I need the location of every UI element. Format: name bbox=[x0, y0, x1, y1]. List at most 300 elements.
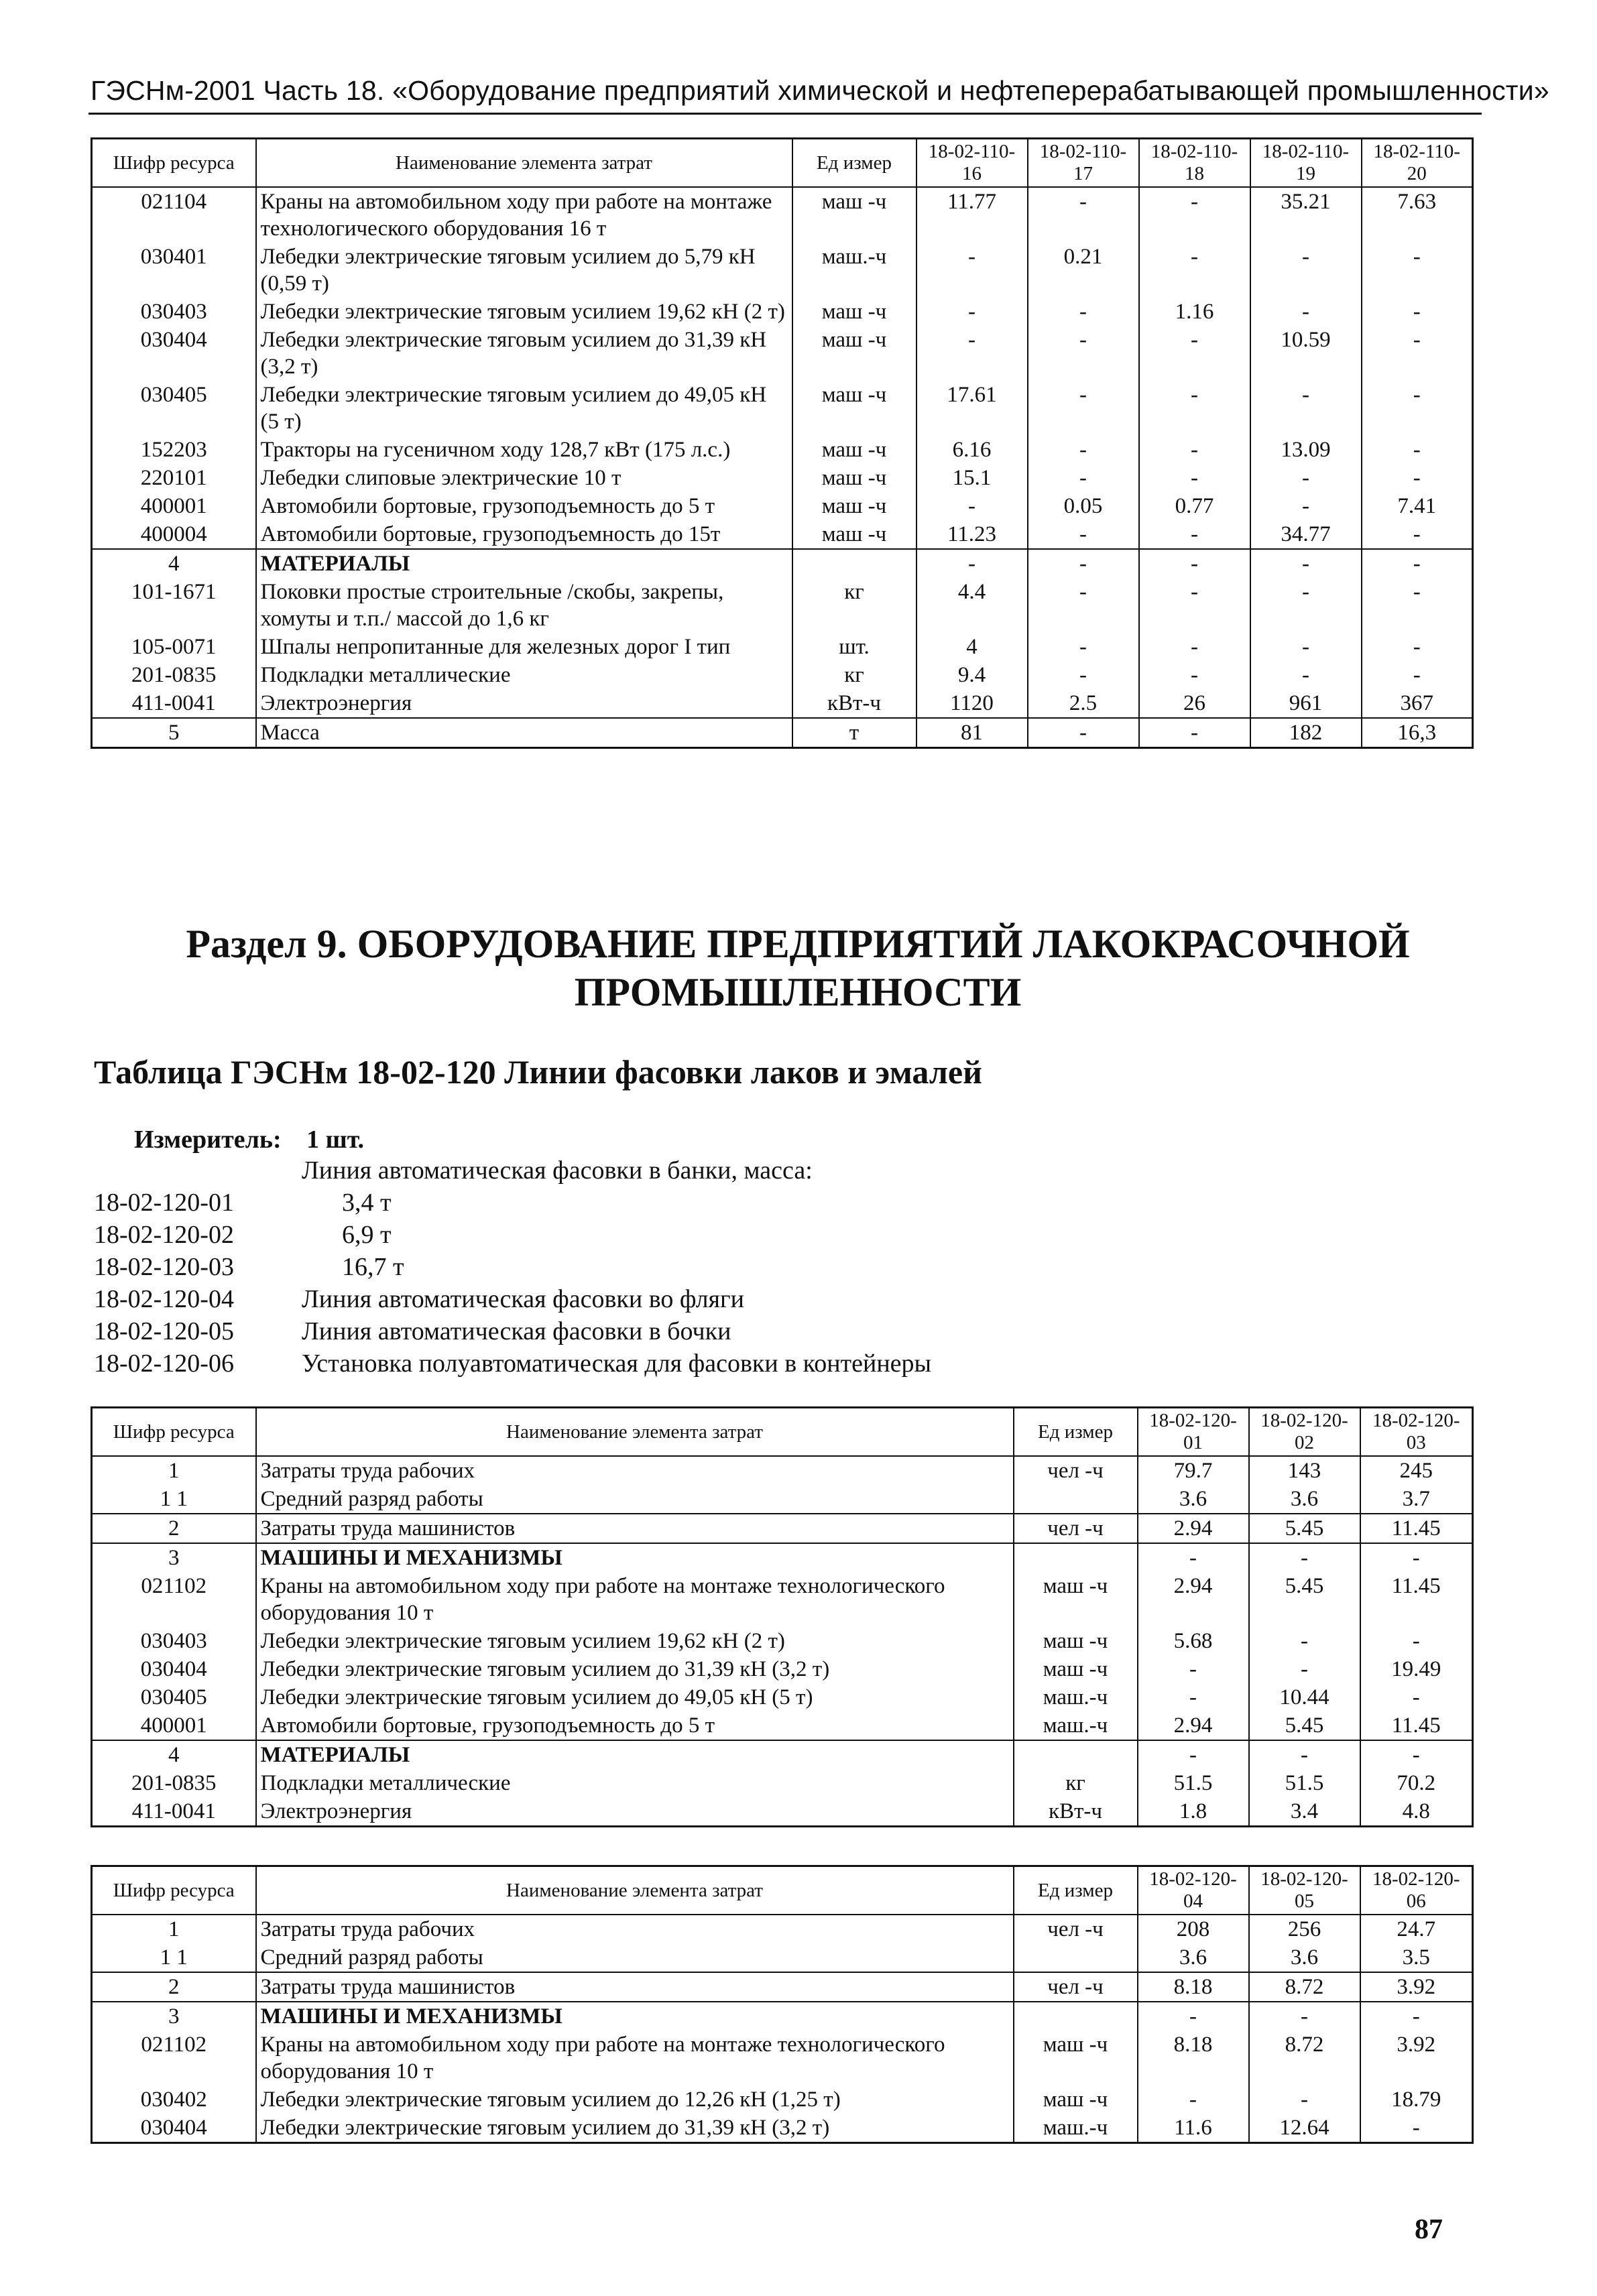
table-row bbox=[92, 633, 1473, 661]
value-cell: 11.45 bbox=[1360, 1514, 1473, 1543]
column-header: 18-02-110-17 bbox=[1028, 139, 1139, 188]
table-row bbox=[92, 464, 1473, 492]
code: 18-02-120-03 bbox=[94, 1253, 234, 1281]
value-cell: 961 bbox=[1250, 689, 1362, 718]
value-cell: 256 bbox=[1249, 1915, 1360, 1943]
column-header: Шифр ресурса bbox=[92, 1408, 256, 1457]
value-cell: - bbox=[1362, 520, 1473, 549]
unit-cell: кг bbox=[792, 661, 916, 689]
table-row bbox=[92, 2002, 1473, 2031]
table-header bbox=[92, 1408, 1473, 1457]
value-cell: 19.49 bbox=[1360, 1655, 1473, 1683]
column-header: Шифр ресурса bbox=[92, 139, 256, 188]
resource-name: Средний разряд работы bbox=[256, 1485, 1014, 1514]
resource-code: 021102 bbox=[92, 1572, 256, 1627]
value-cell: - bbox=[1362, 381, 1473, 436]
header-row bbox=[92, 1866, 1473, 1915]
table-body bbox=[92, 187, 1473, 748]
resource-name: Электроэнергия bbox=[256, 689, 792, 718]
value-cell: 12.64 bbox=[1249, 2114, 1360, 2143]
code-list-row bbox=[94, 1251, 931, 1283]
resource-name: Подкладки металлические bbox=[256, 1769, 1014, 1797]
table-row bbox=[92, 298, 1473, 326]
value-cell: 11.6 bbox=[1138, 2114, 1249, 2143]
value-cell: - bbox=[1028, 661, 1139, 689]
code-description: 3,4 т bbox=[342, 1189, 392, 1217]
resource-name: Лебедки электрические тяговым усилием до 49,05 кН (5 т) bbox=[256, 1683, 1014, 1711]
value-cell: 0.77 bbox=[1139, 492, 1250, 520]
value-cell: - bbox=[1139, 718, 1250, 748]
column-header: Ед измер bbox=[1014, 1408, 1138, 1457]
value-cell: 70.2 bbox=[1360, 1769, 1473, 1797]
table-row bbox=[92, 2031, 1473, 2086]
value-cell: 8.18 bbox=[1138, 2031, 1249, 2086]
table-row bbox=[92, 436, 1473, 464]
table-row bbox=[92, 661, 1473, 689]
resource-code: 021102 bbox=[92, 2031, 256, 2086]
resource-name: Автомобили бортовые, грузоподъемность до 15т bbox=[256, 520, 792, 549]
value-cell: - bbox=[1250, 661, 1362, 689]
column-header: Наименование элемента затрат bbox=[256, 139, 792, 188]
resource-code: 030403 bbox=[92, 1627, 256, 1655]
column-header: Наименование элемента затрат bbox=[256, 1866, 1014, 1915]
unit-cell: чел -ч bbox=[1014, 1514, 1138, 1543]
value-cell: 11.45 bbox=[1360, 1572, 1473, 1627]
value-cell: - bbox=[1250, 633, 1362, 661]
column-header: Ед измер bbox=[1014, 1866, 1138, 1915]
value-cell: 182 bbox=[1250, 718, 1362, 748]
resource-code: 030403 bbox=[92, 298, 256, 326]
value-cell: 1120 bbox=[916, 689, 1028, 718]
column-header: 18-02-120-05 bbox=[1249, 1866, 1360, 1915]
value-cell: 1.8 bbox=[1138, 1797, 1249, 1827]
value-cell: 3.92 bbox=[1360, 1972, 1473, 2002]
resource-code: 3 bbox=[92, 2002, 256, 2031]
resource-code: 400001 bbox=[92, 1711, 256, 1740]
header-rule bbox=[88, 113, 1482, 115]
value-cell: - bbox=[1028, 464, 1139, 492]
value-cell: - bbox=[1250, 492, 1362, 520]
section-title-line-1: Раздел 9. ОБОРУДОВАНИЕ ПРЕДПРИЯТИЙ ЛАКОКРАСОЧНОЙ bbox=[186, 922, 1410, 966]
value-cell: - bbox=[1360, 1683, 1473, 1711]
value-cell: 8.72 bbox=[1249, 2031, 1360, 2086]
value-cell: - bbox=[1028, 520, 1139, 549]
value-cell: - bbox=[1362, 436, 1473, 464]
value-cell: - bbox=[1360, 1543, 1473, 1572]
value-cell: - bbox=[1139, 578, 1250, 633]
value-cell: - bbox=[1249, 2002, 1360, 2031]
resource-name: МАШИНЫ И МЕХАНИЗМЫ bbox=[256, 1543, 1014, 1572]
resource-code: 030405 bbox=[92, 381, 256, 436]
unit-cell bbox=[1014, 1740, 1138, 1769]
code-list-row bbox=[94, 1315, 931, 1347]
resource-code: 152203 bbox=[92, 436, 256, 464]
code-description: 6,9 т bbox=[342, 1221, 392, 1249]
value-cell: - bbox=[1028, 381, 1139, 436]
resource-name: Затраты труда машинистов bbox=[256, 1514, 1014, 1543]
value-cell: 2.94 bbox=[1138, 1572, 1249, 1627]
resource-name: Краны на автомобильном ходу при работе на монтаже технологического оборудования 10 т bbox=[256, 1572, 1014, 1627]
code-list-intro: Линия автоматическая фасовки в банки, масса: bbox=[302, 1156, 813, 1185]
value-cell: - bbox=[1139, 549, 1250, 578]
value-cell: - bbox=[1139, 381, 1250, 436]
code-list-row bbox=[94, 1347, 931, 1380]
value-cell: - bbox=[1139, 243, 1250, 298]
resource-name: Затраты труда рабочих bbox=[256, 1915, 1014, 1943]
resource-code: 400004 bbox=[92, 520, 256, 549]
value-cell: 7.63 bbox=[1362, 187, 1473, 243]
column-header: Ед измер bbox=[792, 139, 916, 188]
resource-code: 101-1671 bbox=[92, 578, 256, 633]
value-cell: - bbox=[1139, 661, 1250, 689]
unit-cell: маш -ч bbox=[1014, 1655, 1138, 1683]
value-cell: 81 bbox=[916, 718, 1028, 748]
resource-code: 021104 bbox=[92, 187, 256, 243]
value-cell: - bbox=[1250, 381, 1362, 436]
value-cell: 51.5 bbox=[1138, 1769, 1249, 1797]
column-header: 18-02-120-01 bbox=[1138, 1408, 1249, 1457]
column-header: Шифр ресурса bbox=[92, 1866, 256, 1915]
resource-code: 030405 bbox=[92, 1683, 256, 1711]
resource-code: 411-0041 bbox=[92, 689, 256, 718]
table-row bbox=[92, 1572, 1473, 1627]
value-cell: - bbox=[1028, 187, 1139, 243]
unit-cell: маш -ч bbox=[1014, 2086, 1138, 2114]
resource-name: Электроэнергия bbox=[256, 1797, 1014, 1827]
resource-name: Лебедки электрические тяговым усилием до 12,26 кН (1,25 т) bbox=[256, 2086, 1014, 2114]
table-row bbox=[92, 1655, 1473, 1683]
value-cell: 15.1 bbox=[916, 464, 1028, 492]
resource-name: Шпалы непропитанные для железных дорог I тип bbox=[256, 633, 792, 661]
value-cell: 26 bbox=[1139, 689, 1250, 718]
value-cell: - bbox=[1360, 2002, 1473, 2031]
resource-name: Лебедки электрические тяговым усилием 19,62 кН (2 т) bbox=[256, 298, 792, 326]
resource-name: Поковки простые строительные /скобы, закрепы, хомуты и т.п./ массой до 1,6 кг bbox=[256, 578, 792, 633]
table-row bbox=[92, 326, 1473, 381]
resource-name: Затраты труда рабочих bbox=[256, 1456, 1014, 1485]
value-cell: 51.5 bbox=[1249, 1769, 1360, 1797]
meter-line bbox=[134, 1125, 364, 1154]
value-cell: 208 bbox=[1138, 1915, 1249, 1943]
resource-code: 201-0835 bbox=[92, 1769, 256, 1797]
value-cell: - bbox=[1028, 298, 1139, 326]
value-cell: - bbox=[916, 298, 1028, 326]
value-cell: - bbox=[1250, 243, 1362, 298]
value-cell: 17.61 bbox=[916, 381, 1028, 436]
table-row bbox=[92, 718, 1473, 748]
column-header: 18-02-110-19 bbox=[1250, 139, 1362, 188]
resource-code: 411-0041 bbox=[92, 1797, 256, 1827]
unit-cell: маш -ч bbox=[792, 187, 916, 243]
table-row bbox=[92, 1456, 1473, 1485]
section-title-line-2: ПРОМЫШЛЕННОСТИ bbox=[574, 970, 1022, 1014]
code-list-row bbox=[94, 1187, 931, 1219]
unit-cell: шт. bbox=[792, 633, 916, 661]
header-row bbox=[92, 1408, 1473, 1457]
table-row bbox=[92, 1485, 1473, 1514]
value-cell: 3.4 bbox=[1249, 1797, 1360, 1827]
value-cell: 10.59 bbox=[1250, 326, 1362, 381]
value-cell: - bbox=[1360, 1627, 1473, 1655]
column-header: 18-02-110-16 bbox=[916, 139, 1028, 188]
value-cell: - bbox=[1362, 326, 1473, 381]
value-cell: 2.94 bbox=[1138, 1711, 1249, 1740]
resource-code: 5 bbox=[92, 718, 256, 748]
unit-cell bbox=[1014, 1943, 1138, 1972]
code: 18-02-120-05 bbox=[94, 1317, 234, 1345]
resource-code: 2 bbox=[92, 1972, 256, 2002]
table-row bbox=[92, 520, 1473, 549]
table-row bbox=[92, 1711, 1473, 1740]
unit-cell: кг bbox=[792, 578, 916, 633]
code-list-row bbox=[94, 1219, 931, 1251]
value-cell: 11.45 bbox=[1360, 1711, 1473, 1740]
code: 18-02-120-04 bbox=[94, 1285, 234, 1313]
resource-code: 1 bbox=[92, 1456, 256, 1485]
resource-code: 030404 bbox=[92, 2114, 256, 2143]
value-cell: 8.72 bbox=[1249, 1972, 1360, 2002]
unit-cell: маш.-ч bbox=[1014, 1683, 1138, 1711]
resource-name: Лебедки электрические тяговым усилием до 31,39 кН (3,2 т) bbox=[256, 2114, 1014, 2143]
meter-label: Измеритель: bbox=[134, 1126, 282, 1154]
unit-cell: чел -ч bbox=[1014, 1456, 1138, 1485]
value-cell: - bbox=[1250, 549, 1362, 578]
section-title bbox=[94, 920, 1502, 1016]
value-cell: 2.5 bbox=[1028, 689, 1139, 718]
table-row bbox=[92, 2114, 1473, 2143]
table-row bbox=[92, 243, 1473, 298]
table-row bbox=[92, 1943, 1473, 1972]
resource-name: Средний разряд работы bbox=[256, 1943, 1014, 1972]
value-cell: 4.4 bbox=[916, 578, 1028, 633]
unit-cell: маш -ч bbox=[792, 381, 916, 436]
table-row bbox=[92, 1543, 1473, 1572]
value-cell: 143 bbox=[1249, 1456, 1360, 1485]
value-cell: - bbox=[1139, 633, 1250, 661]
column-header: 18-02-110-20 bbox=[1362, 139, 1473, 188]
value-cell: - bbox=[1362, 578, 1473, 633]
value-cell: 3.6 bbox=[1249, 1485, 1360, 1514]
unit-cell bbox=[1014, 1485, 1138, 1514]
table-row bbox=[92, 1797, 1473, 1827]
value-cell: - bbox=[1139, 520, 1250, 549]
unit-cell bbox=[792, 549, 916, 578]
resource-name: Автомобили бортовые, грузоподъемность до 5 т bbox=[256, 1711, 1014, 1740]
unit-cell: маш -ч bbox=[1014, 1572, 1138, 1627]
code-list-row bbox=[94, 1283, 931, 1315]
column-header: Наименование элемента затрат bbox=[256, 1408, 1014, 1457]
unit-cell: кг bbox=[1014, 1769, 1138, 1797]
value-cell: 3.6 bbox=[1249, 1943, 1360, 1972]
value-cell: 16,3 bbox=[1362, 718, 1473, 748]
resource-name: МАШИНЫ И МЕХАНИЗМЫ bbox=[256, 2002, 1014, 2031]
value-cell: 367 bbox=[1362, 689, 1473, 718]
code: 18-02-120-02 bbox=[94, 1221, 234, 1249]
column-header: 18-02-120-02 bbox=[1249, 1408, 1360, 1457]
resource-code: 400001 bbox=[92, 492, 256, 520]
unit-cell: маш -ч bbox=[1014, 1627, 1138, 1655]
value-cell: 3.5 bbox=[1360, 1943, 1473, 1972]
resource-name: Краны на автомобильном ходу при работе на монтаже технологического оборудования 10 т bbox=[256, 2031, 1014, 2086]
unit-cell: маш -ч bbox=[792, 492, 916, 520]
code-description: Линия автоматическая фасовки во фляги bbox=[302, 1285, 744, 1313]
column-header: 18-02-120-03 bbox=[1360, 1408, 1473, 1457]
table-row bbox=[92, 381, 1473, 436]
unit-cell: маш -ч bbox=[792, 436, 916, 464]
value-cell: 13.09 bbox=[1250, 436, 1362, 464]
table-body bbox=[92, 1456, 1473, 1827]
value-cell: - bbox=[1360, 1740, 1473, 1769]
table-row bbox=[92, 1740, 1473, 1769]
table-row bbox=[92, 1972, 1473, 2002]
resource-code: 220101 bbox=[92, 464, 256, 492]
value-cell: 2.94 bbox=[1138, 1514, 1249, 1543]
header-row bbox=[92, 139, 1473, 188]
resource-name: МАТЕРИАЛЫ bbox=[256, 1740, 1014, 1769]
table-row bbox=[92, 187, 1473, 243]
table-row bbox=[92, 1627, 1473, 1655]
table-header bbox=[92, 1866, 1473, 1915]
unit-cell bbox=[1014, 2002, 1138, 2031]
value-cell: 7.41 bbox=[1362, 492, 1473, 520]
meter-value: 1 шт. bbox=[306, 1126, 365, 1154]
unit-cell bbox=[1014, 1543, 1138, 1572]
value-cell: 3.92 bbox=[1360, 2031, 1473, 2086]
code-description: 16,7 т bbox=[342, 1253, 404, 1281]
value-cell: - bbox=[1249, 1627, 1360, 1655]
resource-name: МАТЕРИАЛЫ bbox=[256, 549, 792, 578]
table-row bbox=[92, 1769, 1473, 1797]
value-cell: 34.77 bbox=[1250, 520, 1362, 549]
code-list bbox=[94, 1154, 931, 1380]
value-cell: - bbox=[916, 492, 1028, 520]
resource-name: Подкладки металлические bbox=[256, 661, 792, 689]
value-cell: - bbox=[1249, 1740, 1360, 1769]
value-cell: 3.6 bbox=[1138, 1943, 1249, 1972]
resource-code: 4 bbox=[92, 549, 256, 578]
value-cell: 11.23 bbox=[916, 520, 1028, 549]
column-header: 18-02-120-04 bbox=[1138, 1866, 1249, 1915]
value-cell: - bbox=[1362, 549, 1473, 578]
unit-cell: кВт-ч bbox=[792, 689, 916, 718]
value-cell: 4.8 bbox=[1360, 1797, 1473, 1827]
value-cell: - bbox=[1250, 464, 1362, 492]
value-cell: 5.68 bbox=[1138, 1627, 1249, 1655]
unit-cell: маш.-ч bbox=[1014, 1711, 1138, 1740]
table-row bbox=[92, 549, 1473, 578]
value-cell: 5.45 bbox=[1249, 1711, 1360, 1740]
value-cell: - bbox=[1362, 464, 1473, 492]
value-cell: 11.77 bbox=[916, 187, 1028, 243]
table-row bbox=[92, 492, 1473, 520]
value-cell: 24.7 bbox=[1360, 1915, 1473, 1943]
column-header: 18-02-110-18 bbox=[1139, 139, 1250, 188]
resource-table-120-01-03 bbox=[91, 1406, 1474, 1827]
resource-code: 2 bbox=[92, 1514, 256, 1543]
resource-name: Лебедки электрические тяговым усилием до 49,05 кН (5 т) bbox=[256, 381, 792, 436]
value-cell: 79.7 bbox=[1138, 1456, 1249, 1485]
value-cell: 5.45 bbox=[1249, 1514, 1360, 1543]
value-cell: 9.4 bbox=[916, 661, 1028, 689]
table-row bbox=[92, 1915, 1473, 1943]
resource-code: 1 bbox=[92, 1915, 256, 1943]
value-cell: - bbox=[1028, 718, 1139, 748]
resource-name: Лебедки электрические тяговым усилием до 5,79 кН (0,59 т) bbox=[256, 243, 792, 298]
value-cell: - bbox=[1028, 549, 1139, 578]
resource-name: Лебедки электрические тяговым усилием до 31,39 кН (3,2 т) bbox=[256, 326, 792, 381]
value-cell: - bbox=[1138, 2086, 1249, 2114]
value-cell: - bbox=[916, 549, 1028, 578]
value-cell: 35.21 bbox=[1250, 187, 1362, 243]
code-description: Установка полуавтоматическая для фасовки в контейнеры bbox=[302, 1349, 932, 1378]
unit-cell: маш -ч bbox=[792, 326, 916, 381]
value-cell: - bbox=[1138, 1655, 1249, 1683]
value-cell: - bbox=[1249, 2086, 1360, 2114]
value-cell: 5.45 bbox=[1249, 1572, 1360, 1627]
resource-code: 105-0071 bbox=[92, 633, 256, 661]
table-row bbox=[92, 2086, 1473, 2114]
unit-cell: т bbox=[792, 718, 916, 748]
table-body bbox=[92, 1915, 1473, 2143]
resource-name: Затраты труда машинистов bbox=[256, 1972, 1014, 2002]
unit-cell: чел -ч bbox=[1014, 1915, 1138, 1943]
resource-code: 030404 bbox=[92, 1655, 256, 1683]
value-cell: 1.16 bbox=[1139, 298, 1250, 326]
table-row bbox=[92, 689, 1473, 718]
resource-table-120-04-06 bbox=[91, 1865, 1474, 2144]
table-header bbox=[92, 139, 1473, 188]
value-cell: 10.44 bbox=[1249, 1683, 1360, 1711]
value-cell: 18.79 bbox=[1360, 2086, 1473, 2114]
value-cell: - bbox=[916, 243, 1028, 298]
value-cell: - bbox=[1250, 298, 1362, 326]
running-header: ГЭСНм-2001 Часть 18. «Оборудование предприятий химической и нефтеперерабатывающей промышленности» bbox=[91, 75, 1549, 106]
unit-cell: маш -ч bbox=[792, 520, 916, 549]
column-header: 18-02-120-06 bbox=[1360, 1866, 1473, 1915]
value-cell: - bbox=[1028, 633, 1139, 661]
value-cell: - bbox=[1362, 633, 1473, 661]
table-row bbox=[92, 578, 1473, 633]
value-cell: - bbox=[1250, 578, 1362, 633]
resource-name: Лебедки слиповые электрические 10 т bbox=[256, 464, 792, 492]
unit-cell: кВт-ч bbox=[1014, 1797, 1138, 1827]
resource-name: Автомобили бортовые, грузоподъемность до 5 т bbox=[256, 492, 792, 520]
value-cell: - bbox=[1139, 326, 1250, 381]
value-cell: 3.6 bbox=[1138, 1485, 1249, 1514]
value-cell: 4 bbox=[916, 633, 1028, 661]
page-number: 87 bbox=[1415, 2214, 1443, 2245]
resource-code: 030402 bbox=[92, 2086, 256, 2114]
value-cell: - bbox=[1249, 1543, 1360, 1572]
value-cell: - bbox=[1028, 436, 1139, 464]
value-cell: - bbox=[1138, 1683, 1249, 1711]
value-cell: - bbox=[1138, 1543, 1249, 1572]
table-row bbox=[92, 1683, 1473, 1711]
code-list-intro-row bbox=[94, 1154, 931, 1187]
table-row bbox=[92, 1514, 1473, 1543]
unit-cell: чел -ч bbox=[1014, 1972, 1138, 2002]
value-cell: - bbox=[1362, 243, 1473, 298]
code: 18-02-120-06 bbox=[94, 1349, 234, 1378]
value-cell: - bbox=[1249, 1655, 1360, 1683]
value-cell: - bbox=[1138, 2002, 1249, 2031]
value-cell: - bbox=[1028, 578, 1139, 633]
code: 18-02-120-01 bbox=[94, 1189, 234, 1217]
resource-name: Масса bbox=[256, 718, 792, 748]
unit-cell: маш -ч bbox=[792, 298, 916, 326]
value-cell: - bbox=[1138, 1740, 1249, 1769]
resource-code: 3 bbox=[92, 1543, 256, 1572]
